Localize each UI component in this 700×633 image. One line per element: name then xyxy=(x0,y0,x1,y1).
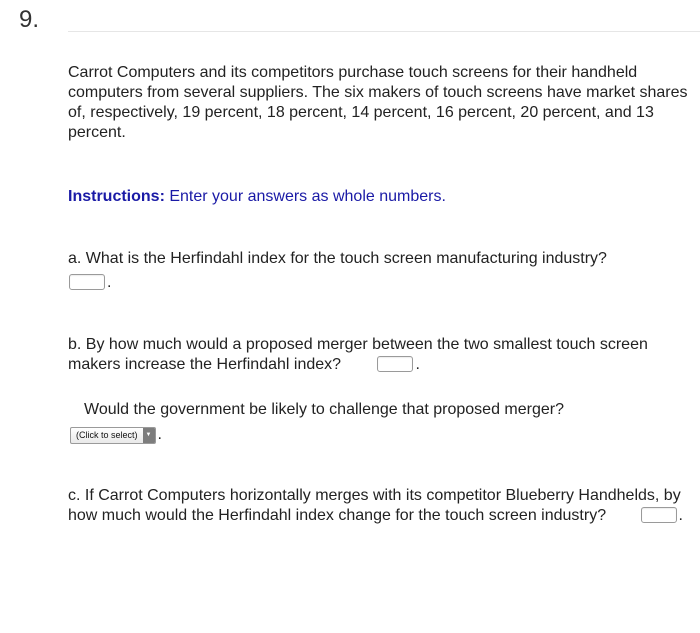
question-number: 9. xyxy=(19,6,40,33)
part-a-suffix: . xyxy=(107,274,112,291)
part-a-answer-row xyxy=(69,274,111,292)
part-c-question-block xyxy=(68,486,696,526)
part-b-challenge-select[interactable] xyxy=(70,427,156,444)
part-b-followup: Would the government be likely to challenge that proposed merger? xyxy=(84,401,564,418)
question-intro: Carrot Computers and its competitors purchase touch screens for their handheld computers from several suppliers. The six makers of touch screens have market shares of, respectively, 19 percent, 18 percent, 14 percent, 16 percent, 20 percent, and 13 percent. xyxy=(68,64,688,141)
part-b-question: b. By how much would a proposed merger between the two smallest touch screen makers increase the Herfindahl index? xyxy=(68,336,648,373)
part-c-answer-input[interactable] xyxy=(641,507,677,523)
select-label: (Click to select) xyxy=(76,429,138,440)
part-b-answer-input[interactable] xyxy=(377,356,413,372)
select-suffix: . xyxy=(157,426,162,443)
instructions xyxy=(68,187,696,207)
part-b-select-row xyxy=(70,426,162,444)
part-c-suffix: . xyxy=(678,507,683,524)
part-a-answer-input[interactable] xyxy=(69,274,105,290)
part-c-question: c. If Carrot Computers horizontally merges with its competitor Blueberry Handhelds, by how much would the Herfindahl index change for the touch screen industry? xyxy=(68,487,681,524)
chevron-down-icon: ▼ xyxy=(143,428,155,443)
part-a-question: a. What is the Herfindahl index for the touch screen manufacturing industry? xyxy=(68,250,607,267)
part-b-question-block xyxy=(68,335,698,375)
divider xyxy=(68,31,700,32)
instructions-label: Instructions: xyxy=(68,188,165,205)
part-b-suffix: . xyxy=(415,356,420,373)
instructions-text: Enter your answers as whole numbers. xyxy=(164,188,446,205)
